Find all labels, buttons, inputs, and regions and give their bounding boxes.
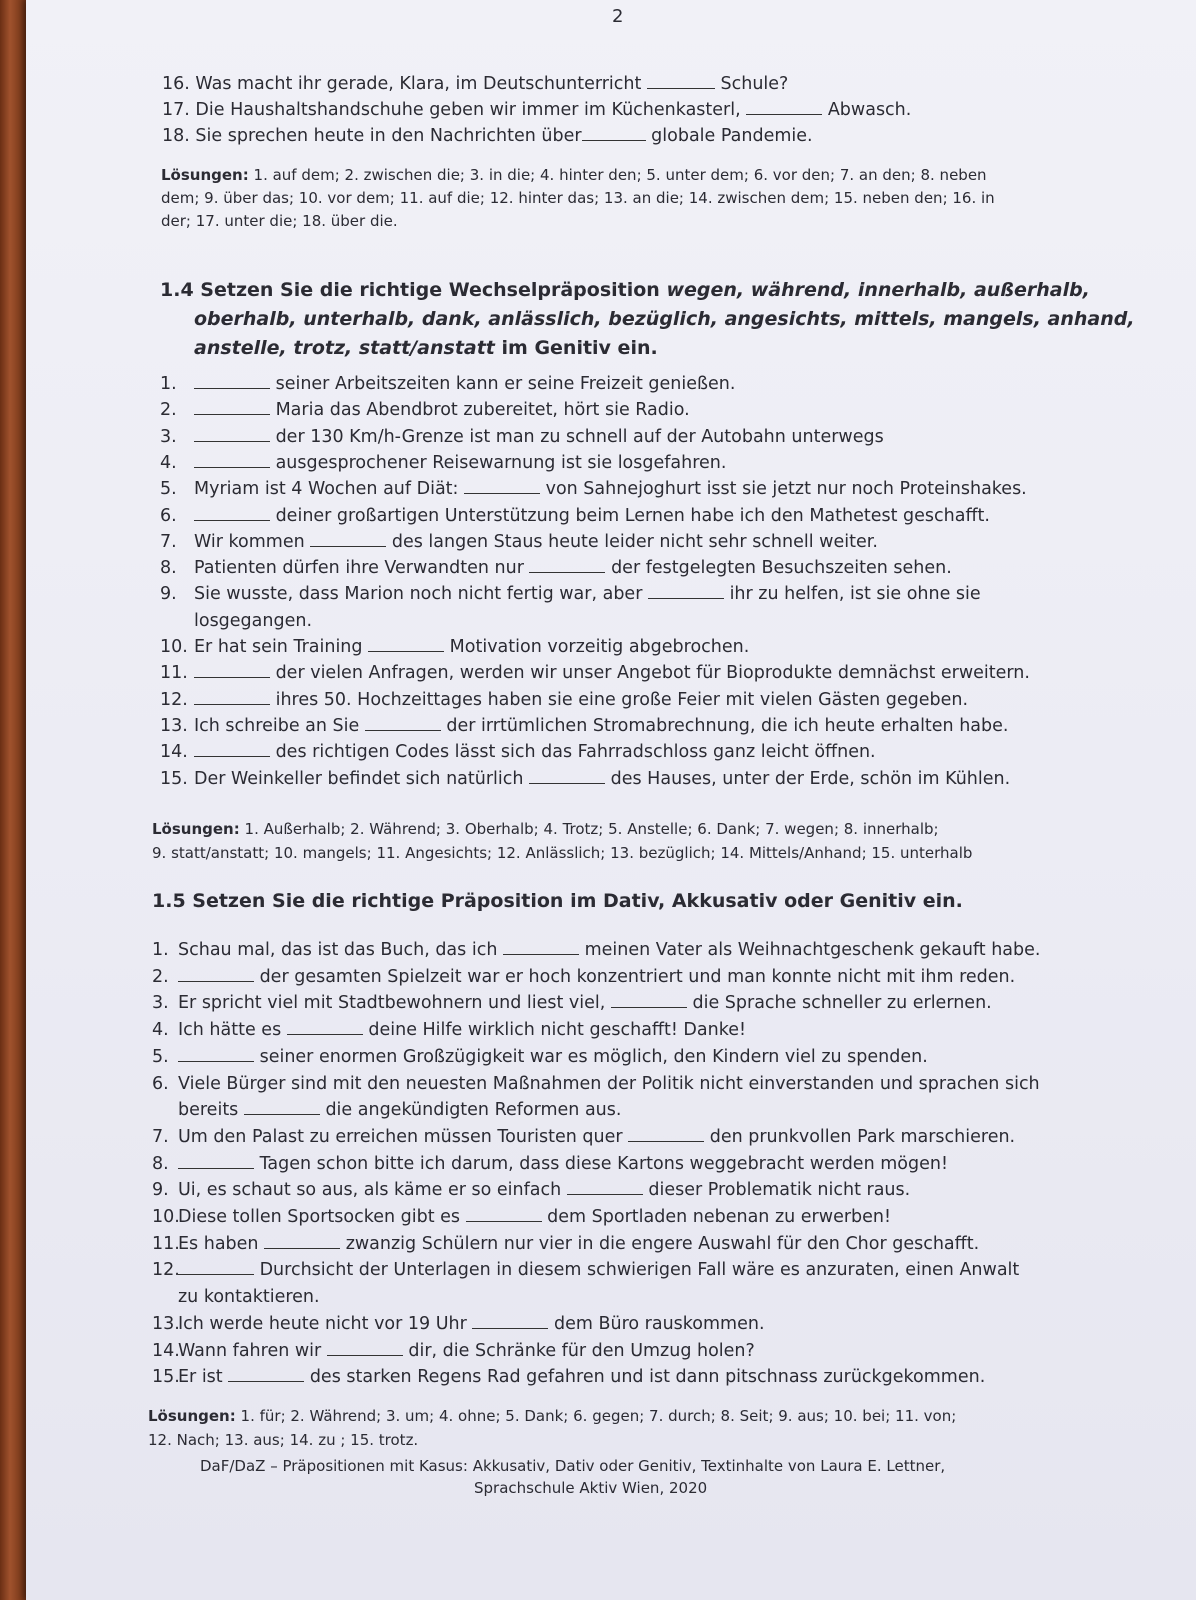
answer-blank[interactable] (647, 74, 715, 89)
item-text-before: Ich hätte es (178, 1020, 282, 1041)
exercise-item (152, 1126, 1015, 1148)
solutions-text: dem; 9. über das; 10. vor dem; 11. auf die; 12. hinter das; 13. an die; 14. zwischen dem; 15. neben den; 16. in (161, 189, 995, 207)
exercise-item (162, 99, 911, 121)
exercise-item (152, 1313, 765, 1335)
item-text-after: der 130 Km/h-Grenze ist man zu schnell auf der Autobahn unterwegs (275, 426, 884, 447)
exercise-item (160, 399, 690, 421)
answer-blank[interactable] (178, 1260, 254, 1275)
item-number: 3. (160, 426, 177, 447)
exercise-item (152, 1366, 985, 1388)
item-text-before: Er hat sein Training (194, 637, 363, 657)
item-number: 16. (162, 74, 190, 94)
solutions-line (161, 164, 987, 186)
answer-blank[interactable] (194, 690, 270, 705)
item-number: 8. (160, 558, 177, 579)
item-text-after: der vielen Anfragen, werden wir unser Angebot für Bioprodukte demnächst erweitern. (275, 663, 1030, 684)
answer-blank[interactable] (287, 1020, 363, 1035)
item-number: 1. (152, 940, 169, 960)
item-text-before: Die Haushaltshandschuhe geben wir immer im Küchenkasterl, (195, 100, 741, 120)
item-number: 4. (160, 452, 177, 473)
item-text-after: ausgesprochener Reisewarnung ist sie losgefahren. (275, 452, 727, 473)
item-text-after: deine Hilfe wirklich nicht geschafft! Danke! (368, 1020, 746, 1041)
answer-blank[interactable] (365, 716, 441, 731)
item-text-after: des langen Staus heute leider nicht sehr schnell weiter. (391, 531, 878, 552)
item-text-before: Um den Palast zu erreichen müssen Touristen quer (178, 1126, 623, 1147)
exercise-item (160, 768, 1010, 790)
item-text-after: dieser Problematik nicht raus. (648, 1180, 911, 1201)
answer-blank[interactable] (472, 1314, 548, 1329)
item-number: 9. (160, 584, 177, 605)
answer-blank[interactable] (628, 1127, 704, 1142)
answer-blank[interactable] (178, 967, 254, 982)
solutions-text: 12. Nach; 13. aus; 14. zu ; 15. trotz. (148, 1431, 419, 1449)
exercise-item (160, 557, 952, 579)
item-text-after: dem Büro rauskommen. (553, 1313, 765, 1334)
item-text-before: Schau mal, das ist das Buch, das ich (178, 940, 498, 960)
exercise-item (160, 373, 735, 395)
exercise-item (160, 452, 726, 474)
item-text-after: Maria das Abendbrot zubereitet, hört sie Radio. (275, 400, 690, 421)
answer-blank[interactable] (310, 532, 386, 547)
section-heading (194, 305, 1135, 333)
exercise-item (160, 583, 981, 605)
answer-blank[interactable] (194, 663, 270, 678)
section-heading (160, 276, 1090, 304)
solutions-line (148, 1429, 418, 1451)
item-number: 5. (160, 479, 177, 500)
heading-prepositions: anstelle, trotz, statt/anstatt (194, 337, 495, 359)
item-text-before: Der Weinkeller befindet sich natürlich (194, 768, 524, 789)
answer-blank[interactable] (244, 1100, 320, 1115)
item-text-before: bereits (178, 1100, 239, 1121)
exercise-item (162, 73, 788, 95)
item-number: 3. (152, 993, 169, 1014)
item-text-after: den prunkvollen Park marschieren. (709, 1126, 1016, 1147)
item-text-before: Patienten dürfen ihre Verwandten nur (194, 558, 524, 579)
item-text-after: des Hauses, unter der Erde, schön im Kühlen. (610, 768, 1011, 789)
answer-blank[interactable] (178, 1154, 254, 1169)
item-text-before: Er spricht viel mit Stadtbewohnern und liest viel, (178, 993, 606, 1014)
item-text-after: Durchsicht der Unterlagen in diesem schwierigen Fall wäre es anzuraten, einen Anwalt (259, 1260, 1020, 1281)
exercise-item (152, 1046, 928, 1068)
item-text-after: seiner enormen Großzügigkeit war es möglich, den Kindern viel zu spenden. (259, 1046, 928, 1067)
item-text-after: zwanzig Schülern nur vier in die engere Auswahl für den Chor geschafft. (345, 1233, 980, 1254)
solutions-text: 9. statt/anstatt; 10. mangels; 11. Angesichts; 12. Anlässlich; 13. bezüglich; 14. Mittels/Anhand; 15. unterhalb (152, 844, 973, 862)
solutions-label: Lösungen: (148, 1407, 236, 1425)
exercise-item (152, 1259, 1019, 1281)
heading-number: 1.4 (160, 279, 194, 301)
item-text-before: Es haben (178, 1233, 259, 1254)
item-number: 5. (152, 1046, 169, 1067)
item-text-after: seiner Arbeitszeiten kann er seine Freizeit genießen. (275, 374, 736, 394)
exercise-item (152, 966, 1015, 988)
item-number: 13. (160, 715, 188, 736)
exercise-item (160, 610, 312, 632)
item-number: 13. (152, 1313, 180, 1334)
heading-text: Setzen Sie die richtige Wechselpräposition (200, 279, 667, 301)
answer-blank[interactable] (503, 940, 579, 955)
exercise-item (152, 1179, 910, 1201)
solutions-line (152, 842, 972, 864)
item-text-before: Was macht ihr gerade, Klara, im Deutschunterricht (195, 74, 642, 94)
exercise-item (152, 939, 1040, 961)
answer-blank[interactable] (746, 100, 822, 115)
exercise-item (160, 531, 878, 553)
item-text-after: meinen Vater als Weihnachtgeschenk gekauft habe. (584, 940, 1041, 960)
answer-blank[interactable] (194, 742, 270, 757)
solutions-line (152, 818, 939, 840)
answer-blank[interactable] (567, 1180, 643, 1195)
item-number: 2. (160, 400, 177, 421)
item-number: 9. (152, 1180, 169, 1201)
answer-blank[interactable] (582, 126, 646, 141)
item-number: 12. (160, 689, 188, 710)
item-text-before: zu kontaktieren. (178, 1287, 320, 1308)
footer-credit: Sprachschule Aktiv Wien, 2020 (474, 1479, 708, 1497)
answer-blank[interactable] (194, 374, 270, 389)
answer-blank[interactable] (194, 453, 270, 468)
exercise-item (160, 741, 876, 763)
solutions-text: 1. für; 2. Während; 3. um; 4. ohne; 5. Dank; 6. gegen; 7. durch; 8. Seit; 9. aus; 10. bei; 11. von; (240, 1407, 957, 1425)
item-text-after: von Sahnejoghurt isst sie jetzt nur noch Proteinshakes. (545, 479, 1027, 500)
answer-blank[interactable] (327, 1341, 403, 1356)
item-text-after: dir, die Schränke für den Umzug holen? (408, 1340, 755, 1361)
item-number: 2. (152, 966, 169, 987)
exercise-item (152, 1153, 948, 1175)
heading-prepositions: wegen, während, innerhalb, außerhalb, (666, 279, 1090, 301)
answer-blank[interactable] (368, 637, 444, 652)
item-number: 4. (152, 1020, 169, 1041)
item-number: 14. (152, 1340, 180, 1361)
item-text-after: globale Pandemie. (651, 126, 813, 146)
answer-blank[interactable] (228, 1367, 304, 1382)
solutions-line (148, 1405, 956, 1427)
exercise-item (160, 689, 968, 711)
item-text-after: des richtigen Codes lässt sich das Fahrradschloss ganz leicht öffnen. (275, 742, 876, 763)
section-heading: 1.5 Setzen Sie die richtige Präposition im Dativ, Akkusativ oder Genitiv ein. (152, 890, 963, 912)
item-text-before: losgegangen. (194, 610, 313, 631)
worksheet-page (26, 0, 1196, 1600)
exercise-item (152, 1340, 755, 1362)
answer-blank[interactable] (264, 1234, 340, 1249)
exercise-item (152, 992, 992, 1014)
item-text-after: Schule? (720, 74, 789, 94)
item-number: 12. (152, 1260, 180, 1281)
exercise-item (160, 505, 990, 527)
heading-text: im Genitiv ein. (494, 337, 658, 359)
exercise-item (152, 1099, 621, 1121)
item-text-before: Sie wusste, dass Marion noch nicht fertig war, aber (194, 584, 643, 605)
solutions-label: Lösungen: (161, 166, 249, 184)
answer-blank[interactable] (648, 584, 724, 599)
item-number: 7. (152, 1126, 169, 1147)
exercise-item (160, 662, 1030, 684)
exercise-item (160, 715, 1008, 737)
answer-blank[interactable] (529, 558, 605, 573)
item-text-after: ihr zu helfen, ist sie ohne sie (729, 584, 981, 605)
footer-credit: DaF/DaZ – Präpositionen mit Kasus: Akkusativ, Dativ oder Genitiv, Textinhalte von Laura E. Lettner, (200, 1457, 946, 1475)
item-text-after: des starken Regens Rad gefahren und ist dann pitschnass zurückgekommen. (309, 1367, 986, 1388)
worksheet-content (26, 0, 1196, 1600)
heading-prepositions: oberhalb, unterhalb, dank, anlässlich, bezüglich, angesichts, mittels, mangels, anhand, (194, 308, 1135, 330)
answer-blank[interactable] (194, 506, 270, 521)
item-number: 18. (162, 126, 190, 146)
solutions-text: 1. auf dem; 2. zwischen die; 3. in die; 4. hinter den; 5. unter dem; 6. vor den; 7. an den; 8. neben (253, 166, 987, 184)
item-number: 11. (152, 1233, 180, 1254)
item-text-before: Diese tollen Sportsocken gibt es (178, 1207, 461, 1227)
answer-blank[interactable] (464, 479, 540, 494)
item-number: 6. (152, 1073, 169, 1094)
exercise-item (162, 125, 813, 147)
solutions-line (161, 187, 995, 209)
item-text-after: Motivation vorzeitig abgebrochen. (449, 637, 750, 657)
item-text-before: Er ist (178, 1367, 223, 1388)
exercise-item (152, 1206, 891, 1228)
answer-blank[interactable] (611, 993, 687, 1008)
solutions-line (161, 210, 398, 232)
item-number: 8. (152, 1153, 169, 1174)
item-number: 1. (160, 374, 177, 394)
item-text-after: dem Sportladen nebenan zu erwerben! (547, 1207, 892, 1227)
solutions-text: 1. Außerhalb; 2. Während; 3. Oberhalb; 4. Trotz; 5. Anstelle; 6. Dank; 7. wegen; 8. innerhalb; (244, 820, 939, 838)
exercise-item (152, 1019, 746, 1041)
item-text-after: der festgelegten Besuchszeiten sehen. (611, 558, 952, 579)
item-number: 11. (160, 663, 188, 684)
item-number: 10. (160, 637, 188, 657)
item-text-before: Ui, es schaut so aus, als käme er so einfach (178, 1180, 562, 1201)
item-text-after: der gesamten Spielzeit war er hoch konzentriert und man konnte nicht mit ihm reden. (259, 966, 1016, 987)
item-text-before: Myriam ist 4 Wochen auf Diät: (194, 479, 459, 500)
item-text-before: Sie sprechen heute in den Nachrichten über (195, 126, 582, 146)
exercise-item (160, 478, 1027, 500)
page-number: 2 (612, 6, 624, 27)
answer-blank[interactable] (194, 400, 270, 415)
item-text-before: Ich werde heute nicht vor 19 Uhr (178, 1313, 467, 1334)
item-number: 15. (160, 768, 188, 789)
item-number: 6. (160, 505, 177, 526)
item-text-after: Tagen schon bitte ich darum, dass diese Kartons weggebracht werden mögen! (259, 1153, 948, 1174)
exercise-item (160, 426, 884, 448)
item-text-before: Wir kommen (194, 531, 305, 552)
answer-blank[interactable] (178, 1047, 254, 1062)
solutions-text: der; 17. unter die; 18. über die. (161, 212, 398, 230)
answer-blank[interactable] (466, 1207, 542, 1222)
exercise-item (152, 1233, 979, 1255)
item-number: 17. (162, 100, 190, 120)
section-heading (194, 334, 658, 362)
exercise-item (152, 1286, 320, 1308)
item-text-after: die Sprache schneller zu erlernen. (692, 993, 992, 1014)
item-text-after: der irrtümlichen Stromabrechnung, die ich heute erhalten habe. (446, 715, 1009, 736)
item-text-before: Wann fahren wir (178, 1340, 322, 1361)
item-text-before: Ich schreibe an Sie (194, 715, 360, 736)
exercise-item (160, 636, 749, 658)
item-number: 15. (152, 1367, 180, 1388)
item-text-after: die angekündigten Reformen aus. (325, 1100, 622, 1121)
answer-blank[interactable] (194, 427, 270, 442)
exercise-item (152, 1073, 1040, 1095)
item-text-after: ihres 50. Hochzeittages haben sie eine große Feier mit vielen Gästen gegeben. (275, 689, 969, 710)
item-text-after: deiner großartigen Unterstützung beim Lernen habe ich den Mathetest geschafft. (275, 505, 990, 526)
item-number: 10. (152, 1207, 180, 1227)
item-text-before: Viele Bürger sind mit den neuesten Maßnahmen der Politik nicht einverstanden und sprachen sich (178, 1073, 1040, 1094)
item-number: 7. (160, 531, 177, 552)
item-text-after: Abwasch. (827, 100, 912, 120)
answer-blank[interactable] (529, 769, 605, 784)
item-number: 14. (160, 742, 188, 763)
solutions-label: Lösungen: (152, 820, 240, 838)
